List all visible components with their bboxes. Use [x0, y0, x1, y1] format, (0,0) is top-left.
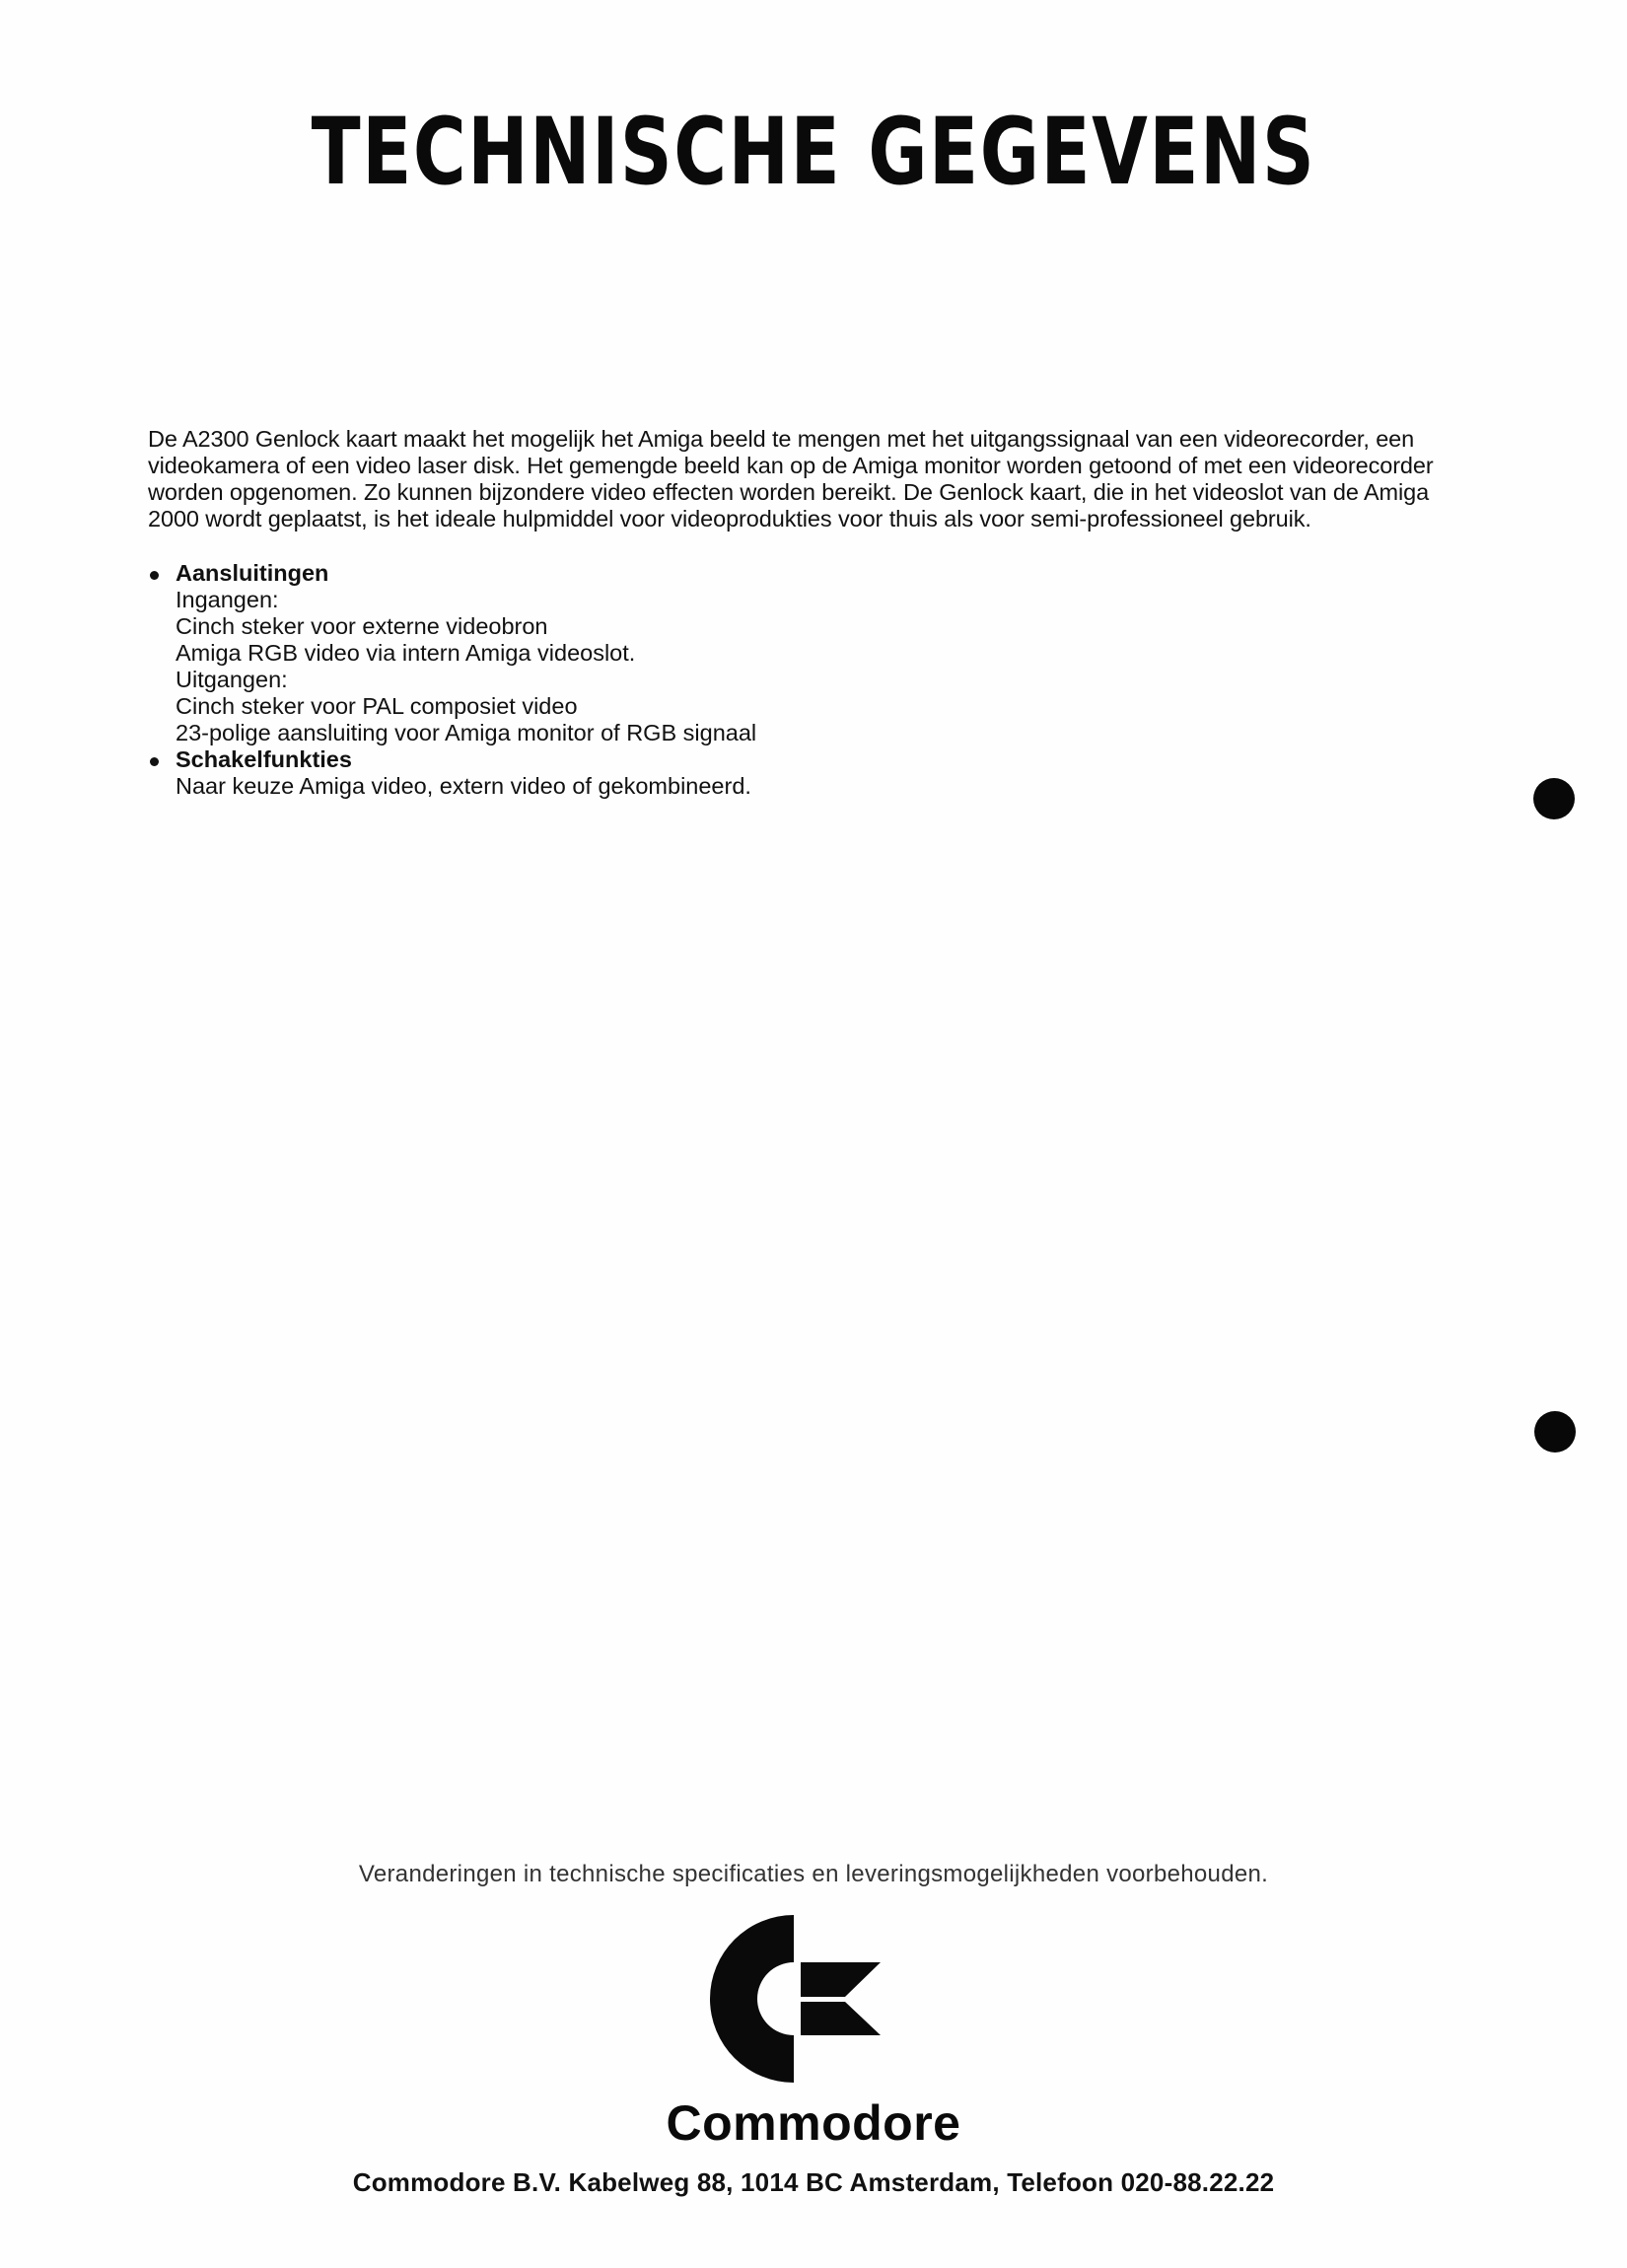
intro-line: worden opgenomen. Zo kunnen bijzondere video effecten worden bereikt. De Genlock kaart, die in het videoslot van de Amiga	[148, 479, 1430, 505]
intro-line: videokamera of een video laser disk. Het gemengde beeld kan op de Amiga monitor worden getoond of met een videorecorder	[148, 453, 1434, 478]
disclaimer-text: Veranderingen in technische specificaties en leveringsmogelijkheden voorbehouden.	[358, 1861, 1269, 1887]
spec-section-aansluitingen	[146, 560, 1033, 746]
spec-line: 23-polige aansluiting voor Amiga monitor of RGB signaal	[176, 720, 757, 745]
punch-hole-icon	[1534, 1411, 1576, 1453]
section-title-schakelfunkties: Schakelfunkties	[176, 746, 352, 772]
company-address: Commodore B.V. Kabelweg 88, 1014 BC Amsterdam, Telefoon 020-88.22.22	[352, 2167, 1275, 2197]
commodore-logo-icon	[695, 1915, 892, 2083]
intro-line: 2000 wordt geplaatst, is het ideale hulpmiddel voor videoprodukties voor thuis als voor semi-professioneel gebruik.	[148, 506, 1311, 532]
logo-lower-flag	[801, 2002, 881, 2035]
logo-upper-flag	[801, 1962, 881, 1997]
spec-line: Amiga RGB video via intern Amiga videoslot.	[176, 640, 636, 666]
bullet-dot-icon	[150, 571, 159, 580]
bullet-dot-icon	[150, 757, 159, 766]
spec-list	[146, 560, 1033, 800]
punch-hole-icon	[1533, 778, 1575, 819]
page-title: TECHNISCHE GEGEVENS	[311, 99, 1316, 206]
section-title-aansluitingen: Aansluitingen	[176, 560, 329, 586]
intro-line: De A2300 Genlock kaart maakt het mogelijk het Amiga beeld te mengen met het uitgangssignaal van een videorecorder, een	[148, 426, 1415, 452]
brand-name: Commodore	[666, 2095, 961, 2151]
spec-line: Ingangen:	[176, 587, 279, 612]
intro-paragraph	[148, 426, 1495, 532]
spec-line: Cinch steker voor externe videobron	[176, 613, 548, 639]
spec-line: Uitgangen:	[176, 667, 288, 692]
logo-c-shape	[710, 1915, 794, 2083]
spec-line: Cinch steker voor PAL composiet video	[176, 693, 578, 719]
spec-line: Naar keuze Amiga video, extern video of gekombineerd.	[176, 773, 751, 799]
spec-section-schakelfunkties	[146, 746, 1033, 800]
